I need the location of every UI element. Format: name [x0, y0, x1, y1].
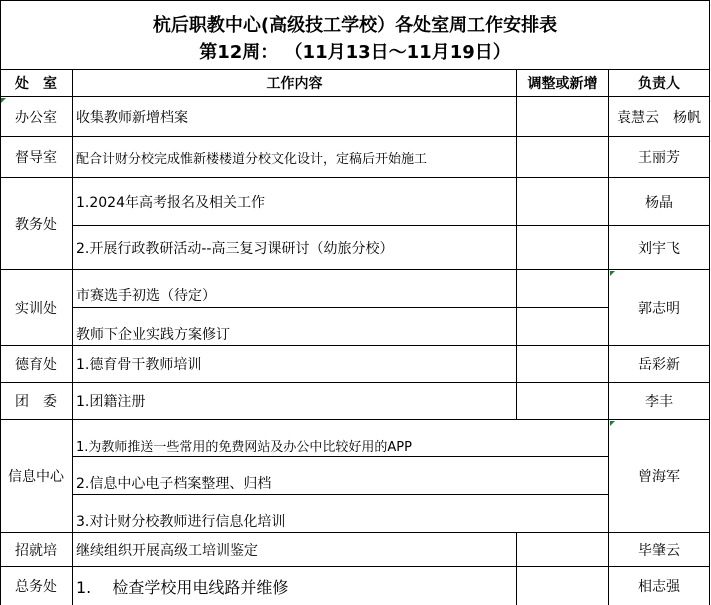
content-league: 1.团籍注册	[73, 383, 517, 420]
content-supervise: 配合计财分校完成惟新楼楼道分校文化设计，定稿后开始施工	[73, 137, 517, 178]
header-adjust: 调整或新增	[517, 70, 609, 97]
header-dept: 处 室	[0, 70, 73, 97]
content-office: 收集教师新增档案	[73, 97, 517, 137]
content-training-2: 教师下企业实践方案修订	[73, 308, 517, 346]
content-general: 1. 检查学校用电线路并维修	[73, 567, 517, 605]
content-recruit: 继续组织开展高级工培训鉴定	[73, 533, 517, 567]
cell-marker	[610, 271, 615, 276]
adjust-training-1	[517, 270, 609, 308]
header-owner: 负责人	[609, 70, 710, 97]
title-line-2: 第12周： （11月13日～11月19日）	[199, 42, 511, 63]
owner-recruit: 毕肇云	[609, 533, 710, 567]
content-moral: 1.德育骨干教师培训	[73, 346, 517, 383]
adjust-general	[517, 567, 609, 605]
dept-moral: 德育处	[0, 346, 73, 383]
adjust-supervise	[517, 137, 609, 178]
adjust-recruit	[517, 533, 609, 567]
content-info-2: 2.信息中心电子档案整理、归档	[73, 457, 609, 495]
header-content: 工作内容	[73, 70, 517, 97]
adjust-moral	[517, 346, 609, 383]
dept-league: 团 委	[0, 383, 73, 420]
owner-training: 郭志明	[609, 270, 710, 346]
owner-academic-1: 杨晶	[609, 178, 710, 226]
owner-academic-2: 刘宇飞	[609, 226, 710, 270]
content-academic-2: 2.开展行政教研活动--高三复习课研讨（幼旅分校）	[73, 226, 517, 270]
dept-general: 总务处	[0, 567, 73, 605]
title-line-1: 杭后职教中心(高级技工学校）各处室周工作安排表	[152, 15, 558, 36]
owner-office: 袁慧云 杨帆	[609, 97, 710, 137]
owner-info: 曾海军	[609, 420, 710, 533]
dept-office: 办公室	[0, 97, 73, 137]
adjust-academic-1	[517, 178, 609, 226]
content-info-3: 3.对计财分校教师进行信息化培训	[73, 495, 609, 533]
dept-info: 信息中心	[0, 420, 73, 533]
cell-marker	[610, 421, 615, 426]
content-training-1: 市赛选手初选（待定）	[73, 270, 517, 308]
owner-supervise: 王丽芳	[609, 137, 710, 178]
adjust-league	[517, 383, 609, 420]
adjust-training-2	[517, 308, 609, 346]
owner-league: 李丰	[609, 383, 710, 420]
adjust-office	[517, 97, 609, 137]
dept-academic: 教务处	[0, 178, 73, 270]
table-title	[0, 0, 710, 70]
dept-supervise: 督导室	[0, 137, 73, 178]
dept-training: 实训处	[0, 270, 73, 346]
content-academic-1: 1.2024年高考报名及相关工作	[73, 178, 517, 226]
owner-general: 相志强	[609, 567, 710, 605]
content-info-1: 1.为教师推送一些常用的免费网站及办公中比较好用的APP	[73, 420, 609, 457]
owner-moral: 岳彩新	[609, 346, 710, 383]
adjust-academic-2	[517, 226, 609, 270]
cell-marker	[1, 98, 6, 103]
dept-recruit: 招就培	[0, 533, 73, 567]
